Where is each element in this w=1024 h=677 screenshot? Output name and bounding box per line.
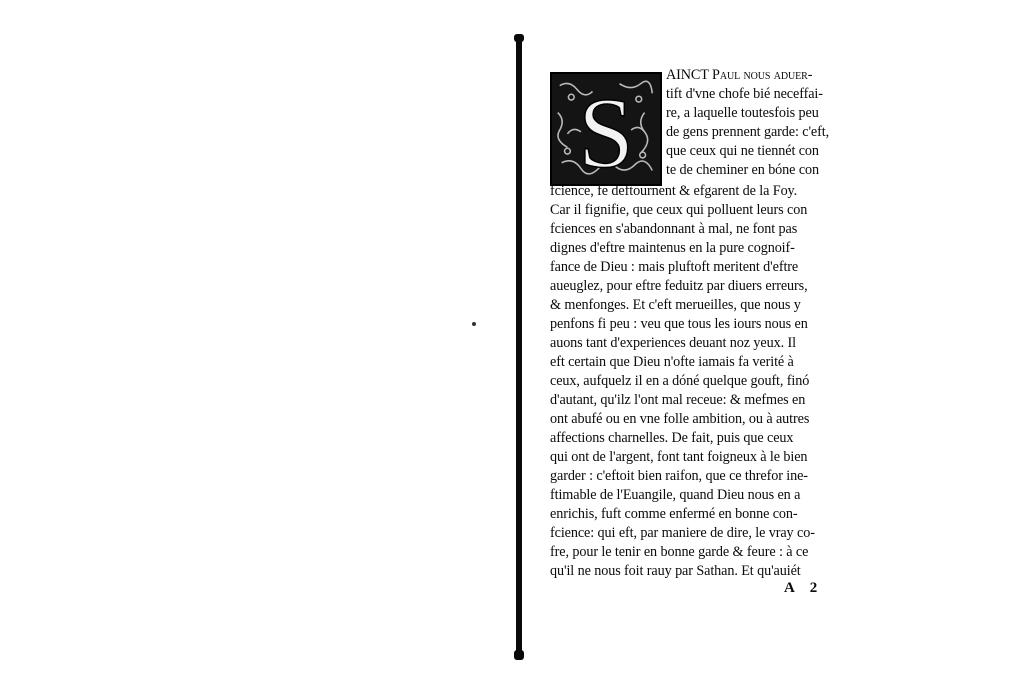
text-line: fre, pour le tenir en bonne garde & feure : à ce bbox=[550, 544, 809, 560]
signature-mark: A 2 bbox=[784, 580, 824, 596]
text-line: enrichis, fuft comme enfermé en bonne con- bbox=[550, 506, 798, 522]
initial-letter-text: S bbox=[578, 77, 634, 184]
text-line: auons tant d'experiences deuant noz yeux. Il bbox=[550, 335, 796, 351]
text-line: qui ont de l'argent, font tant foigneux à le bien bbox=[550, 449, 808, 465]
text-line: ont abufé ou en vne folle ambition, ou à autres bbox=[550, 411, 810, 427]
text-line: fance de Dieu : mais pluftoft meritent d'eftre bbox=[550, 259, 799, 275]
text-line: qu'il ne nous foit rauy par Sathan. Et qu'auiét bbox=[550, 563, 801, 579]
text-line: de gens prennent garde: c'eft, bbox=[666, 124, 830, 140]
text-line: ceux, aufquelz il en a dóné quelque gouft, finó bbox=[550, 373, 810, 389]
text-line: que ceux qui ne tiennét con bbox=[666, 143, 819, 159]
text-line: & menfonges. Et c'eft merueilles, que nous y bbox=[550, 297, 801, 313]
text-line: d'autant, qu'ilz l'ont mal receue: & mefmes en bbox=[550, 392, 806, 408]
text-line: fcience, fe deftournent & efgarent de la Foy. bbox=[550, 183, 798, 199]
decorated-initial-graphic bbox=[552, 74, 660, 184]
text-line: AINCT Paul nous aduer- bbox=[666, 67, 813, 83]
text-line: penfons fi peu : veu que tous les iours nous en bbox=[550, 316, 808, 332]
decorated-initial-s bbox=[550, 72, 662, 186]
text-line: aueuglez, pour eftre feduitz par diuers erreurs, bbox=[550, 278, 808, 294]
text-line: affections charnelles. De fait, puis que ceux bbox=[550, 430, 794, 446]
ink-speck bbox=[472, 322, 476, 326]
text-line: Car il fignifie, que ceux qui polluent leurs con bbox=[550, 202, 808, 218]
text-line: te de cheminer en bóne con bbox=[666, 162, 819, 178]
text-line: fcience: qui eft, par maniere de dire, le vray co- bbox=[550, 525, 815, 541]
text-line: eft certain que Dieu n'ofte iamais fa verité à bbox=[550, 354, 794, 370]
text-line: tift d'vne chofe bié neceffai- bbox=[666, 86, 823, 102]
gutter-rule bbox=[516, 36, 522, 656]
text-line: re, a laquelle toutesfois peu bbox=[666, 105, 819, 121]
text-line: garder : c'eftoit bien raifon, que ce threfor ine- bbox=[550, 468, 808, 484]
text-line: ftimable de l'Euangile, quand Dieu nous en a bbox=[550, 487, 801, 503]
right-page-text bbox=[550, 66, 855, 586]
text-line: dignes d'eftre maintenus en la pure cognoif- bbox=[550, 240, 795, 256]
text-line: fciences en s'abandonnant à mal, ne font pas bbox=[550, 221, 798, 237]
